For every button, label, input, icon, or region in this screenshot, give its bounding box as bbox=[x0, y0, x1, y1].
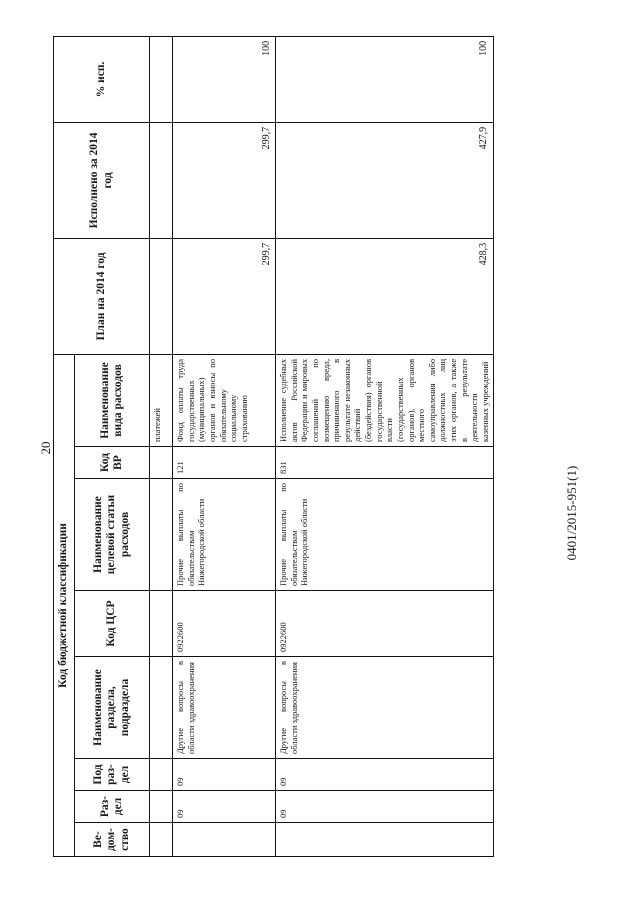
csr-cell: 0922600 bbox=[276, 591, 494, 657]
razdel-cell: 09 bbox=[276, 791, 494, 823]
vr-name-cell: Исполнение судебных актов Российской Федерации и мировых соглашений по возмещению вреда, причиненного в результате незаконных действий (бездействия) органов государственной власти (государственных органов), органов местного самоуправления либо должностных лиц этих органов, а также в результате деятельности казенных учреждений bbox=[276, 354, 494, 446]
razdel-header: Раз-дел bbox=[75, 791, 150, 823]
csr-name-cell: Прочие выплаты по обязательствам Нижегородской области bbox=[276, 479, 494, 591]
percent-header: % исп. bbox=[54, 36, 150, 122]
executed-cell: 427,9 bbox=[276, 122, 494, 238]
razdel-name-header: Наименование раздела, подраздела bbox=[75, 657, 150, 759]
plan-header: План на 2014 год bbox=[54, 238, 150, 354]
plan-cell: 428,3 bbox=[276, 238, 494, 354]
budget-table bbox=[53, 36, 494, 857]
vr-header: Код ВР bbox=[75, 447, 150, 479]
vr-cell: 121 bbox=[173, 447, 276, 479]
budget-table-rotated bbox=[53, 37, 503, 857]
executed-header: Исполнено за 2014 год bbox=[54, 122, 150, 238]
podrazdel-cell: 09 bbox=[173, 759, 276, 791]
table-row bbox=[276, 36, 494, 856]
csr-cell: 0922600 bbox=[173, 591, 276, 657]
vr-name-header: Наименование вида расходов bbox=[75, 354, 150, 446]
executed-cell: 299,7 bbox=[173, 122, 276, 238]
document-code: 0401/2015-951(1) bbox=[564, 465, 579, 561]
razdel-name-cell: Другие вопросы в области здравоохранения bbox=[276, 657, 494, 759]
table-row bbox=[173, 36, 276, 856]
podrazdel-header: Под раз-дел bbox=[75, 759, 150, 791]
vedomstvo-header: Ве-дом-ство bbox=[75, 823, 150, 857]
continuation-text: платежей bbox=[150, 354, 173, 446]
table-row-continuation bbox=[150, 36, 173, 856]
vr-name-cell: Фонд оплаты труда государственных (муниципальных) органов и взносы по обязательному социальному страхованию bbox=[173, 354, 276, 446]
percent-cell: 100 bbox=[276, 36, 494, 122]
percent-cell: 100 bbox=[173, 36, 276, 122]
csr-name-cell: Прочие выплаты по обязательствам Нижегородской области bbox=[173, 479, 276, 591]
page-number: 20 bbox=[38, 441, 53, 455]
vr-cell: 831 bbox=[276, 447, 494, 479]
csr-name-header: Наименование целевой статьи расходов bbox=[75, 479, 150, 591]
csr-header: Код ЦСР bbox=[75, 591, 150, 657]
plan-cell: 299,7 bbox=[173, 238, 276, 354]
budget-code-group-header: Код бюджетной классификации bbox=[54, 354, 75, 856]
razdel-cell: 09 bbox=[173, 791, 276, 823]
vedomstvo-cell bbox=[276, 823, 494, 857]
vedomstvo-cell bbox=[173, 823, 276, 857]
razdel-name-cell: Другие вопросы в области здравоохранения bbox=[173, 657, 276, 759]
podrazdel-cell: 09 bbox=[276, 759, 494, 791]
